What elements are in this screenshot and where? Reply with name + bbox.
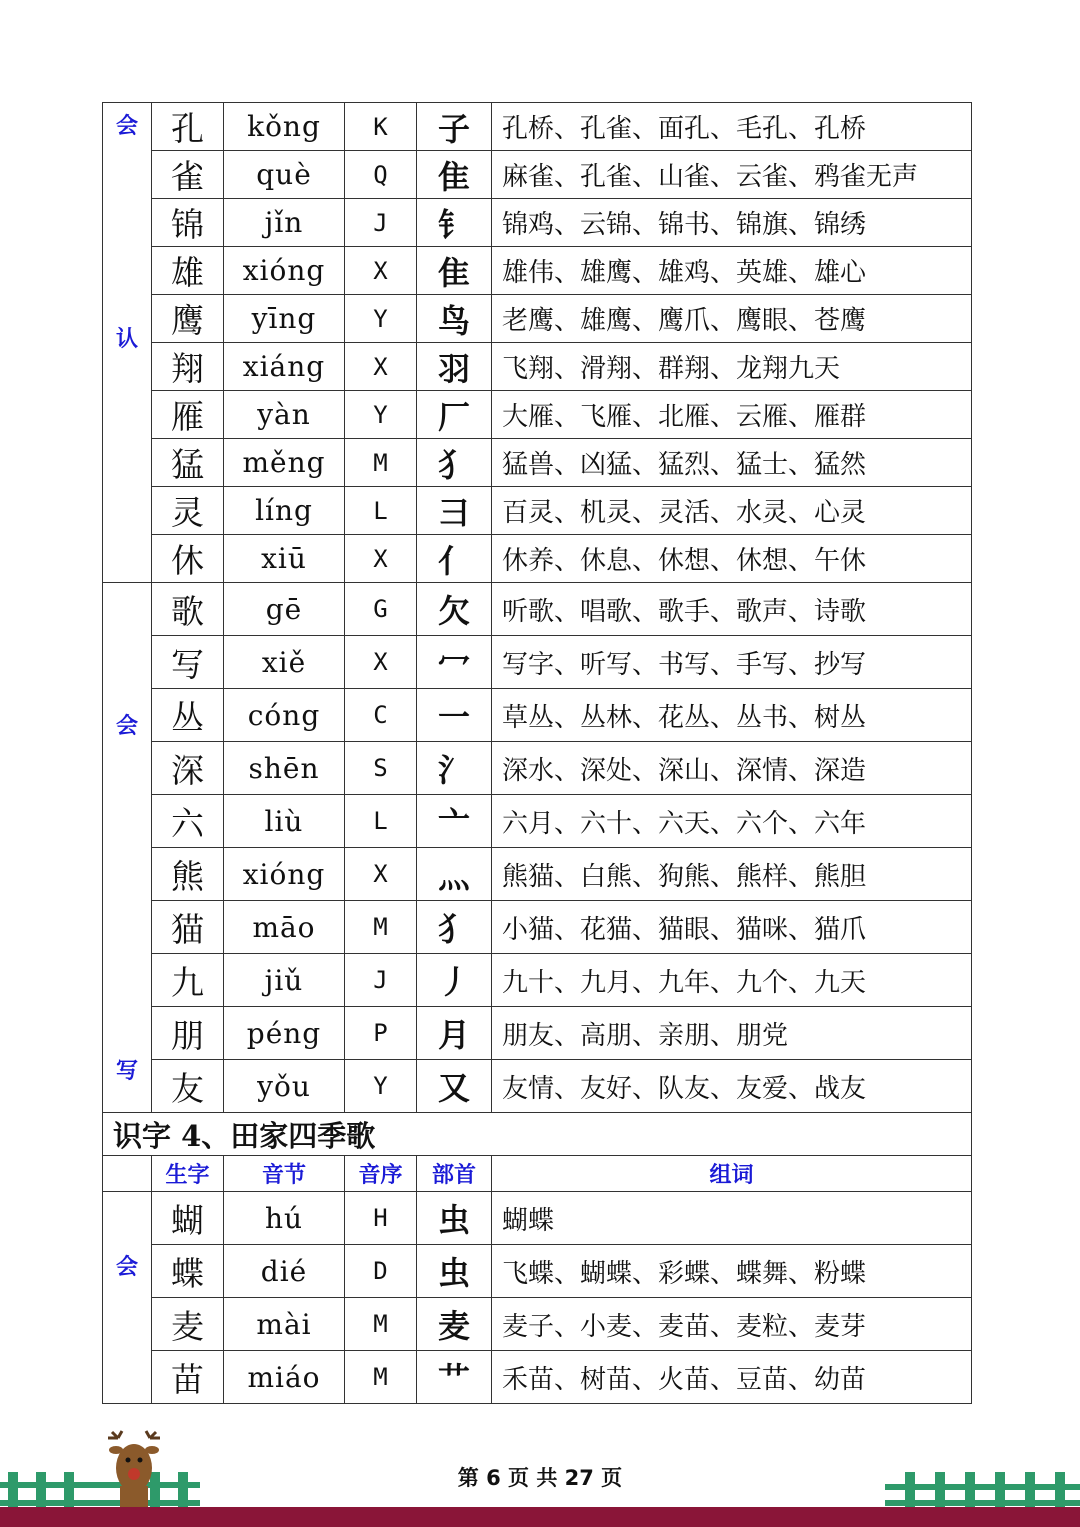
- radical-cell: 亠: [417, 795, 492, 848]
- radical-cell: 麦: [417, 1298, 492, 1351]
- words-cell: 禾苗、树苗、火苗、豆苗、幼苗: [492, 1351, 972, 1404]
- pinyin-cell: měng: [224, 439, 345, 487]
- radical-cell: 灬: [417, 848, 492, 901]
- words-cell: 麻雀、孔雀、山雀、云雀、鸦雀无声: [492, 151, 972, 199]
- header-blank: [103, 1156, 152, 1192]
- radical-cell: 丿: [417, 954, 492, 1007]
- radical-cell: 亻: [417, 535, 492, 583]
- initial-cell: J: [345, 954, 417, 1007]
- pinyin-cell: jǐn: [224, 199, 345, 247]
- table-row: [103, 583, 972, 636]
- character-cell: 九: [152, 954, 224, 1007]
- pinyin-cell: kǒng: [224, 103, 345, 151]
- pinyin-cell: yīng: [224, 295, 345, 343]
- pinyin-cell: líng: [224, 487, 345, 535]
- pinyin-cell: jiǔ: [224, 954, 345, 1007]
- character-cell: 锦: [152, 199, 224, 247]
- table-row: [103, 1351, 972, 1404]
- bottom-band: [0, 1507, 1080, 1527]
- initial-cell: X: [345, 343, 417, 391]
- words-cell: 草丛、丛林、花丛、丛书、树丛: [492, 689, 972, 742]
- table-row: [103, 487, 972, 535]
- character-cell: 苗: [152, 1351, 224, 1404]
- character-cell: 朋: [152, 1007, 224, 1060]
- header-char: 生字: [152, 1156, 224, 1192]
- radical-cell: 艹: [417, 1351, 492, 1404]
- initial-cell: X: [345, 848, 417, 901]
- table-row: [103, 901, 972, 954]
- pinyin-cell: miáo: [224, 1351, 345, 1404]
- words-cell: 熊猫、白熊、狗熊、熊样、熊胆: [492, 848, 972, 901]
- initial-cell: K: [345, 103, 417, 151]
- words-cell: 麦子、小麦、麦苗、麦粒、麦芽: [492, 1298, 972, 1351]
- radical-cell: 一: [417, 689, 492, 742]
- side-label-char: 会: [115, 114, 138, 139]
- pinyin-cell: xiě: [224, 636, 345, 689]
- words-cell: 老鹰、雄鹰、鹰爪、鹰眼、苍鹰: [492, 295, 972, 343]
- header-seq: 音序: [345, 1156, 417, 1192]
- character-cell: 灵: [152, 487, 224, 535]
- radical-cell: 鸟: [417, 295, 492, 343]
- words-cell: 友情、友好、队友、友爱、战友: [492, 1060, 972, 1113]
- pinyin-cell: xiáng: [224, 343, 345, 391]
- pinyin-cell: dié: [224, 1245, 345, 1298]
- character-cell: 熊: [152, 848, 224, 901]
- character-cell: 翔: [152, 343, 224, 391]
- table-row: [103, 954, 972, 1007]
- words-cell: 大雁、飞雁、北雁、云雁、雁群: [492, 391, 972, 439]
- character-cell: 六: [152, 795, 224, 848]
- character-cell: 丛: [152, 689, 224, 742]
- radical-cell: 犭: [417, 439, 492, 487]
- initial-cell: Q: [345, 151, 417, 199]
- pinyin-cell: mài: [224, 1298, 345, 1351]
- radical-cell: 又: [417, 1060, 492, 1113]
- table-row: [103, 343, 972, 391]
- initial-cell: Y: [345, 1060, 417, 1113]
- character-cell: 深: [152, 742, 224, 795]
- table-row: [103, 1192, 972, 1245]
- initial-cell: D: [345, 1245, 417, 1298]
- character-cell: 蝴: [152, 1192, 224, 1245]
- header-row: [103, 1156, 972, 1192]
- table-row: [103, 391, 972, 439]
- words-cell: 锦鸡、云锦、锦书、锦旗、锦绣: [492, 199, 972, 247]
- table-row: [103, 742, 972, 795]
- pinyin-cell: què: [224, 151, 345, 199]
- table-row: [103, 151, 972, 199]
- words-cell: 听歌、唱歌、歌手、歌声、诗歌: [492, 583, 972, 636]
- pinyin-cell: cóng: [224, 689, 345, 742]
- pinyin-cell: gē: [224, 583, 345, 636]
- words-cell: 休养、休息、休想、休想、午休: [492, 535, 972, 583]
- initial-cell: Y: [345, 391, 417, 439]
- page-number: 第 6 页 共 27 页: [457, 1466, 623, 1490]
- section-title: 识字 4、田家四季歌: [103, 1113, 972, 1156]
- words-cell: 朋友、高朋、亲朋、朋党: [492, 1007, 972, 1060]
- radical-cell: 隹: [417, 247, 492, 295]
- side-label: 会: [103, 1192, 152, 1404]
- radical-cell: 犭: [417, 901, 492, 954]
- radical-cell: 虫: [417, 1245, 492, 1298]
- radical-cell: 厂: [417, 391, 492, 439]
- table-row: [103, 1298, 972, 1351]
- character-cell: 写: [152, 636, 224, 689]
- initial-cell: X: [345, 636, 417, 689]
- radical-cell: 隹: [417, 151, 492, 199]
- pinyin-cell: xiū: [224, 535, 345, 583]
- vocab-table: [102, 102, 972, 1404]
- radical-cell: 羽: [417, 343, 492, 391]
- side-label-char: 认: [115, 327, 138, 352]
- side-label: [103, 103, 152, 583]
- pinyin-cell: liù: [224, 795, 345, 848]
- pinyin-cell: shēn: [224, 742, 345, 795]
- side-label-char: 会: [115, 714, 138, 739]
- initial-cell: H: [345, 1192, 417, 1245]
- initial-cell: G: [345, 583, 417, 636]
- character-cell: 雁: [152, 391, 224, 439]
- side-label: [103, 583, 152, 1113]
- initial-cell: L: [345, 795, 417, 848]
- character-cell: 友: [152, 1060, 224, 1113]
- character-cell: 雀: [152, 151, 224, 199]
- words-cell: 六月、六十、六天、六个、六年: [492, 795, 972, 848]
- initial-cell: M: [345, 901, 417, 954]
- character-cell: 歌: [152, 583, 224, 636]
- initial-cell: L: [345, 487, 417, 535]
- words-cell: 深水、深处、深山、深情、深造: [492, 742, 972, 795]
- words-cell: 孔桥、孔雀、面孔、毛孔、孔桥: [492, 103, 972, 151]
- pinyin-cell: yàn: [224, 391, 345, 439]
- words-cell: 雄伟、雄鹰、雄鸡、英雄、雄心: [492, 247, 972, 295]
- table-row: [103, 247, 972, 295]
- character-cell: 雄: [152, 247, 224, 295]
- words-cell: 九十、九月、九年、九个、九天: [492, 954, 972, 1007]
- radical-cell: 氵: [417, 742, 492, 795]
- words-cell: 猛兽、凶猛、猛烈、猛士、猛然: [492, 439, 972, 487]
- words-cell: 小猫、花猫、猫眼、猫咪、猫爪: [492, 901, 972, 954]
- table-row: [103, 439, 972, 487]
- table-row: [103, 295, 972, 343]
- words-cell: 百灵、机灵、灵活、水灵、心灵: [492, 487, 972, 535]
- table-row: [103, 636, 972, 689]
- initial-cell: X: [345, 247, 417, 295]
- pinyin-cell: xióng: [224, 848, 345, 901]
- initial-cell: Y: [345, 295, 417, 343]
- table-row: [103, 1007, 972, 1060]
- initial-cell: S: [345, 742, 417, 795]
- words-cell: 蝴蝶: [492, 1192, 972, 1245]
- radical-cell: 钅: [417, 199, 492, 247]
- character-cell: 麦: [152, 1298, 224, 1351]
- table-row: [103, 689, 972, 742]
- character-cell: 休: [152, 535, 224, 583]
- header-radical: 部首: [417, 1156, 492, 1192]
- pinyin-cell: hú: [224, 1192, 345, 1245]
- initial-cell: M: [345, 1351, 417, 1404]
- character-cell: 蝶: [152, 1245, 224, 1298]
- pinyin-cell: māo: [224, 901, 345, 954]
- pinyin-cell: yǒu: [224, 1060, 345, 1113]
- radical-cell: 月: [417, 1007, 492, 1060]
- table-row: [103, 1245, 972, 1298]
- character-cell: 猫: [152, 901, 224, 954]
- table-row: [103, 199, 972, 247]
- side-label-char: 写: [115, 1059, 138, 1084]
- header-words: 组词: [492, 1156, 972, 1192]
- initial-cell: C: [345, 689, 417, 742]
- radical-cell: 欠: [417, 583, 492, 636]
- character-cell: 孔: [152, 103, 224, 151]
- section-title-row: [103, 1113, 972, 1156]
- radical-cell: 彐: [417, 487, 492, 535]
- header-pinyin: 音节: [224, 1156, 345, 1192]
- character-cell: 鹰: [152, 295, 224, 343]
- initial-cell: M: [345, 1298, 417, 1351]
- initial-cell: X: [345, 535, 417, 583]
- radical-cell: 虫: [417, 1192, 492, 1245]
- words-cell: 飞翔、滑翔、群翔、龙翔九天: [492, 343, 972, 391]
- radical-cell: 冖: [417, 636, 492, 689]
- table-row: [103, 1060, 972, 1113]
- pinyin-cell: péng: [224, 1007, 345, 1060]
- table-row: [103, 848, 972, 901]
- table-row: [103, 103, 972, 151]
- initial-cell: P: [345, 1007, 417, 1060]
- words-cell: 飞蝶、蝴蝶、彩蝶、蝶舞、粉蝶: [492, 1245, 972, 1298]
- words-cell: 写字、听写、书写、手写、抄写: [492, 636, 972, 689]
- pinyin-cell: xióng: [224, 247, 345, 295]
- table-row: [103, 795, 972, 848]
- radical-cell: 子: [417, 103, 492, 151]
- initial-cell: J: [345, 199, 417, 247]
- table-row: [103, 535, 972, 583]
- character-cell: 猛: [152, 439, 224, 487]
- initial-cell: M: [345, 439, 417, 487]
